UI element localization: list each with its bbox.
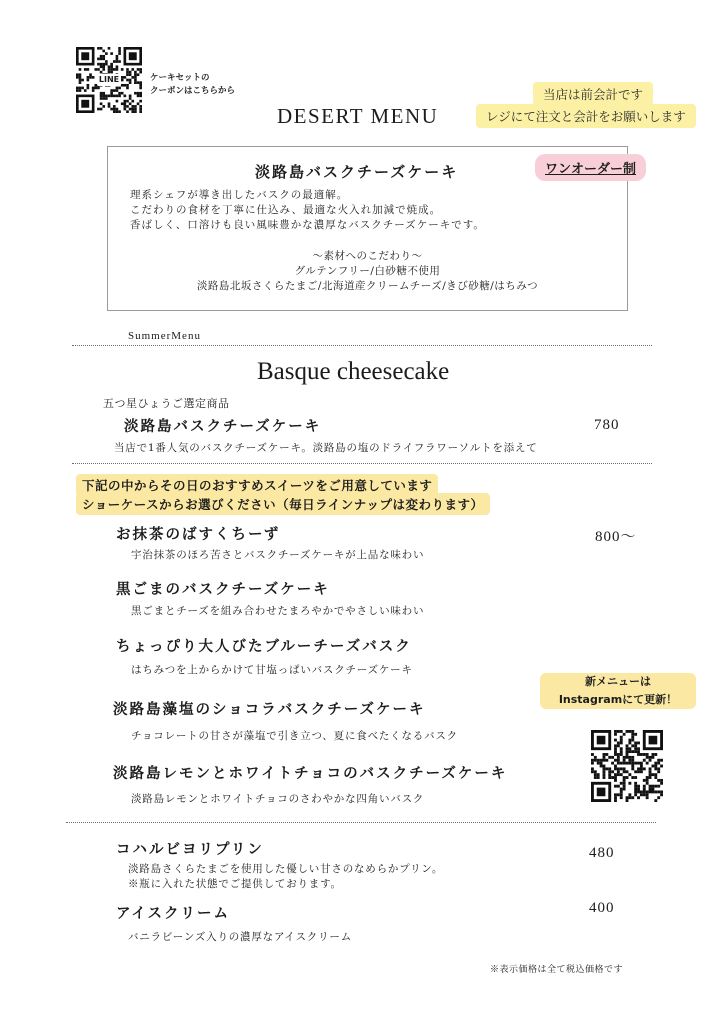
pudding-desc-line-2: ※瓶に入れた状態でご提供しております。 [128, 878, 342, 890]
feature-desc-line: 香ばしく、口溶けも良い風味豊かな濃厚なバスクチーズケーキです。 [130, 219, 485, 231]
one-order-tag: ワンオーダー制 [535, 154, 646, 181]
daily-item-name: 淡路島藻塩のショコラバスクチーズケーキ [113, 701, 426, 718]
pudding-desc [128, 862, 443, 892]
feature-desc-line: 理系シェフが導き出したバスクの最適解。 [130, 189, 349, 201]
daily-notice-line-2: ショーケースからお選びください（毎日ラインナップは変わります） [76, 493, 490, 515]
daily-item-desc: 黒ごまとチーズを組み合わせたまろやかでやさしい味わい [131, 605, 425, 617]
main-item-name: 淡路島バスクチーズケーキ [124, 418, 322, 435]
daily-item-name: 黒ごまのバスクチーズケーキ [116, 581, 330, 598]
tax-footnote: ※表示価格は全て税込価格です [490, 965, 624, 975]
pudding-desc-line-1: 淡路島さくらたまごを使用した優しい甘さのなめらかプリン。 [128, 863, 444, 875]
prepay-notice-line-2: レジにて注文と会計をお願いします [476, 104, 696, 128]
feature-desc-line: こだわりの食材を丁寧に仕込み、最適な火入れ加減で焼成。 [130, 204, 442, 216]
instagram-notice-line-1: 新メニューは [585, 675, 651, 688]
daily-notice-line-1: 下記の中からその日のおすすめスイーツをご用意しています [76, 474, 438, 496]
coupon-caption [150, 72, 235, 98]
instagram-notice [540, 673, 696, 709]
daily-item-name: お抹茶のばすくちーず [116, 526, 281, 543]
instagram-qr-code-icon[interactable] [591, 730, 663, 802]
pudding-price: 480 [589, 845, 615, 861]
icecream-desc: バニラビーンズ入りの濃厚なアイスクリーム [128, 931, 353, 943]
summer-menu-label: SummerMenu [128, 330, 201, 342]
coupon-line-1: ケーキセットの [150, 73, 210, 83]
qr-logo-text: LINE [98, 75, 120, 84]
coupon-line-2: クーポンはこちらから [150, 86, 236, 96]
ingredients-block [107, 249, 628, 294]
page-title: DESERT MENU [277, 104, 439, 128]
daily-item-desc: はちみつを上からかけて甘塩っぱいバスクチーズケーキ [131, 664, 413, 676]
ingredients-line-1: グルテンフリー/白砂糖不使用 [294, 265, 441, 277]
daily-item-desc: チョコレートの甘さが藻塩で引き立つ、夏に食べたくなるバスク [131, 730, 458, 742]
divider [72, 463, 652, 464]
divider [66, 822, 656, 823]
basque-heading: Basque cheesecake [257, 358, 450, 385]
feature-title: 淡路島バスクチーズケーキ [255, 163, 459, 181]
prepay-notice-line-1: 当店は前会計です [533, 82, 653, 106]
award-note: 五つ星ひょうご選定商品 [103, 397, 230, 410]
icecream-price: 400 [589, 900, 615, 916]
daily-item-desc: 宇治抹茶のほろ苦さとバスクチーズケーキが上品な味わい [131, 549, 425, 561]
main-item-price: 780 [594, 417, 620, 433]
main-item-desc: 当店で1番人気のバスクチーズケーキ。淡路島の塩のドライフラワーソルトを添えて [114, 442, 538, 454]
daily-price: 800～ [595, 529, 637, 545]
ingredients-line-2: 淡路島北坂さくらたまご/北海道産クリームチーズ/きび砂糖/はちみつ [196, 280, 539, 292]
daily-item-name: ちょっぴり大人びたブルーチーズバスク [116, 638, 412, 655]
ingredients-heading: ～素材へのこだわり～ [312, 250, 423, 262]
daily-item-name: 淡路島レモンとホワイトチョコのバスクチーズケーキ [113, 765, 508, 782]
daily-item-desc: 淡路島レモンとホワイトチョコのさわやかな四角いバスク [131, 793, 425, 805]
icecream-name: アイスクリーム [116, 905, 231, 922]
instagram-notice-line-2: Instagramにて更新！ [558, 693, 678, 706]
line-qr-code-icon[interactable] [76, 47, 142, 113]
divider [72, 345, 652, 346]
feature-description [130, 188, 485, 233]
pudding-name: コハルビヨリプリン [116, 841, 264, 858]
